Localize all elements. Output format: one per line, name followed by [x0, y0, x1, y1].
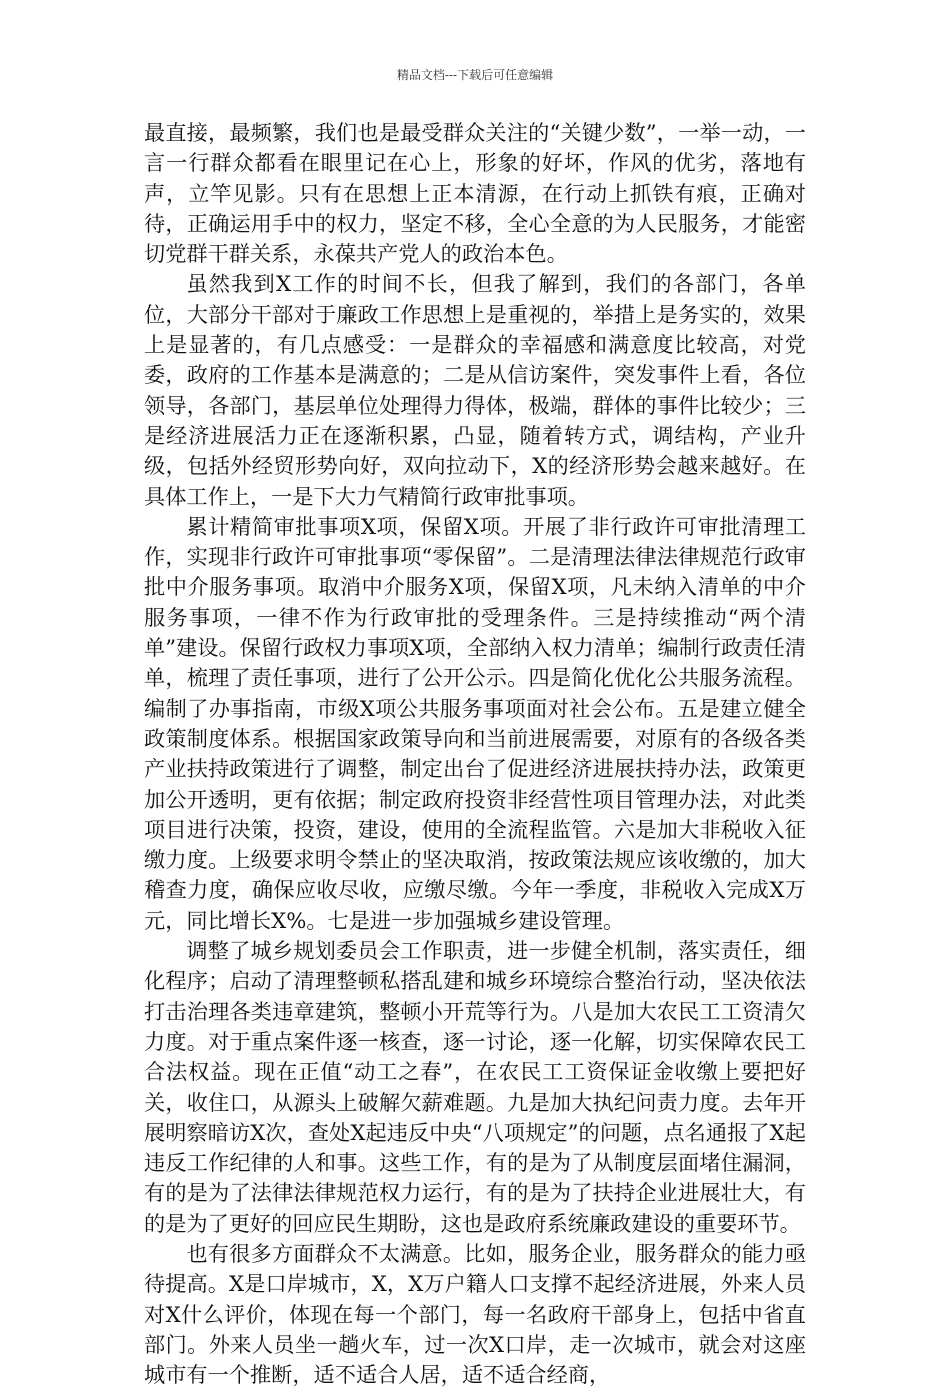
document-body — [144, 118, 806, 1390]
page-header: 精品文档---下载后可任意编辑 — [396, 68, 554, 82]
paragraph-4: 调整了城乡规划委员会工作职责，进一步健全机制，落实责任，细化程序；启动了清理整顿私搭乱建和城乡环境综合整治行动，坚决依法打击治理各类违章建筑，整顿小开荒等行为。八是加大农民工工资清欠力度。对于重点案件逐一核查，逐一讨论，逐一化解，切实保障农民工合法权益。现在正值“动工之春”，在农民工工资保证金收缴上要把好关，收住口，从源头上破解欠薪难题。九是加大执纪问责力度。去年开展明察暗访X次，查处X起违反中央“八项规定”的问题，点名通报了X起违反工作纪律的人和事。这些工作，有的是为了从制度层面堵住漏洞，有的是为了法律法律规范权力运行，有的是为了扶持企业进展壮大，有的是为了更好的回应民生期盼，这也是政府系统廉政建设的重要环节。 — [144, 938, 806, 1236]
paragraph-2: 虽然我到X工作的时间不长，但我了解到，我们的各部门，各单位，大部分干部对于廉政工作思想上是重视的，举措上是务实的，效果上是显著的，有几点感受：一是群众的幸福感和满意度比较高，对党委，政府的工作基本是满意的；二是从信访案件，突发事件上看，各位领导，各部门，基层单位处理得力得体，极端，群体的事件比较少；三是经济进展活力正在逐渐积累，凸显，随着转方式，调结构，产业升级，包括外经贸形势向好，双向拉动下，X的经济形势会越来越好。在具体工作上，一是下大力气精简行政审批事项。 — [144, 271, 806, 509]
paragraph-5: 也有很多方面群众不太满意。比如，服务企业，服务群众的能力亟待提高。X是口岸城市，X，X万户籍人口支撑不起经济进展，外来人员对X什么评价，体现在每一个部门，每一名政府干部身上，包括中省直部门。外来人员坐一趟火车，过一次X口岸，走一次城市，就会对这座城市有一个推断，适不适合人居，适不适合经商， — [144, 1240, 806, 1388]
paragraph-1: 最直接，最频繁，我们也是最受群众关注的“关键少数”，一举一动，一言一行群众都看在眼里记在心上，形象的好坏，作风的优劣，落地有声，立竿见影。只有在思想上正本清源，在行动上抓铁有痕，正确对待，正确运用手中的权力，坚定不移，全心全意的为人民服务，才能密切党群干群关系，永葆共产党人的政治本色。 — [144, 120, 806, 267]
paragraph-3: 累计精简审批事项X项，保留X项。开展了非行政许可审批清理工作，实现非行政许可审批事项“零保留”。二是清理法律法律规范行政审批中介服务事项。取消中介服务X项，保留X项，凡未纳入清单的中介服务事项，一律不作为行政审批的受理条件。三是持续推动“两个清单”建设。保留行政权力事项X项，全部纳入权力清单；编制行政责任清单，梳理了责任事项，进行了公开公示。四是简化优化公共服务流程。编制了办事指南，市级X项公共服务事项面对社会公布。五是建立健全政策制度体系。根据国家政策导向和当前进展需要，对原有的各级各类产业扶持政策进行了调整，制定出台了促进经济进展扶持办法，政策更加公开透明，更有依据；制定政府投资非经营性项目管理办法，对此类项目进行决策，投资，建设，使用的全流程监管。六是加大非税收入征缴力度。上级要求明令禁止的坚决取消，按政策法规应该收缴的，加大稽查力度，确保应收尽收，应缴尽缴。今年一季度，非税收入完成X万元，同比增长X%。七是进一步加强城乡建设管理。 — [144, 513, 806, 933]
